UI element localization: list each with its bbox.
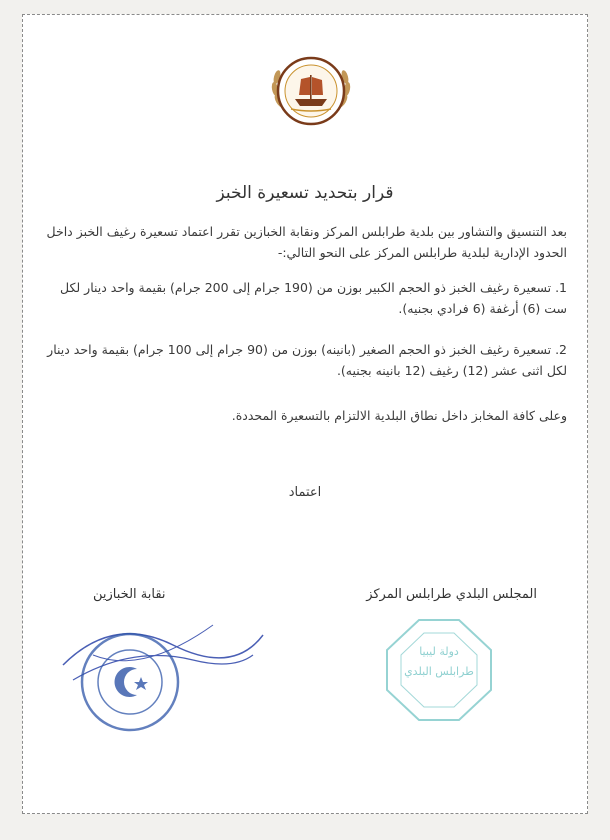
bakers-union-signature-label: نقابة الخبازين xyxy=(93,587,166,602)
teal-stamp-line1: دولة ليبيا xyxy=(419,645,459,658)
pricing-item-large-loaf: 1. تسعيرة رغيف الخبز ذو الحجم الكبير بوزن من (190 جرام إلى 200 جرام) بقيمة واحد دينار لكل ست (6) أرغفة (6 فرادي بجنيه). xyxy=(60,280,567,316)
approval-label: اعتماد xyxy=(288,485,322,500)
pricing-item-small-loaf: 2. تسعيرة رغيف الخبز ذو الحجم الصغير (بانينه) بوزن من (90 جرام إلى 100 جرام) بقيمة واحد دينار لكل اثنى عشر (12) رغيف (12 بانينه بجنيه). xyxy=(47,342,567,378)
bakers-union-stamp xyxy=(75,627,185,737)
municipality-logo xyxy=(261,39,361,139)
teal-stamp-line2: طرابلس البلدي xyxy=(404,665,474,678)
municipal-council-stamp xyxy=(379,615,499,725)
document-page xyxy=(22,14,588,814)
municipal-council-signature-label: المجلس البلدي طرابلس المركز xyxy=(366,587,537,602)
document-title: قرار بتحديد تسعيرة الخبز xyxy=(216,183,394,203)
ship-emblem-icon xyxy=(261,39,361,139)
intro-paragraph: بعد التنسيق والتشاور بين بلدية طرابلس المركز ونقابة الخبازين تقرر اعتماد تسعيرة رغيف الخبز داخل الحدود الإدارية لبلدية طرابلس المركز على النحو التالي:- xyxy=(46,224,567,260)
crescent-star-stamp-icon xyxy=(75,627,185,737)
closing-paragraph: وعلى كافة المخابز داخل نطاق البلدية الالتزام بالتسعيرة المحددة. xyxy=(231,408,567,423)
